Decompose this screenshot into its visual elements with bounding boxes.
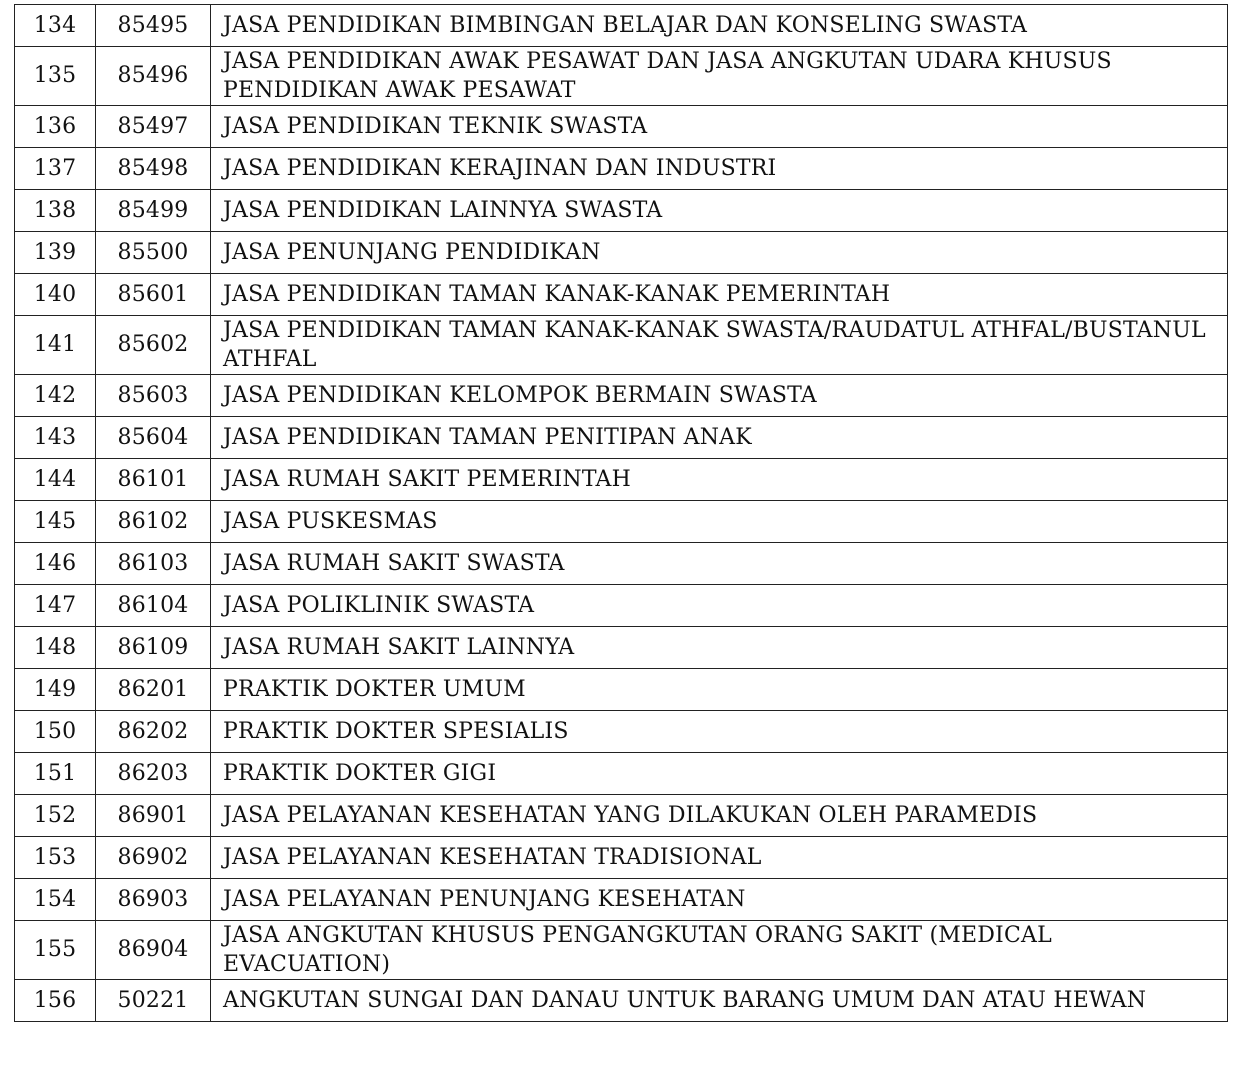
code-cell: 86101 xyxy=(96,459,211,501)
code-cell: 85603 xyxy=(96,375,211,417)
table-row xyxy=(15,375,1228,417)
code-cell: 85604 xyxy=(96,417,211,459)
table-row xyxy=(15,627,1228,669)
description-cell: JASA PENUNJANG PENDIDIKAN xyxy=(211,232,1228,274)
description-cell: JASA PENDIDIKAN TAMAN KANAK-KANAK SWASTA/RAUDATUL ATHFAL/BUSTANUL ATHFAL xyxy=(211,316,1228,375)
description-cell: JASA PUSKESMAS xyxy=(211,501,1228,543)
code-cell: 85497 xyxy=(96,106,211,148)
description-cell: JASA PENDIDIKAN BIMBINGAN BELAJAR DAN KONSELING SWASTA xyxy=(211,5,1228,47)
row-number-cell: 139 xyxy=(15,232,96,274)
code-cell: 85601 xyxy=(96,274,211,316)
row-number-cell: 151 xyxy=(15,753,96,795)
row-number-cell: 152 xyxy=(15,795,96,837)
row-number-cell: 146 xyxy=(15,543,96,585)
table-row xyxy=(15,148,1228,190)
table-row xyxy=(15,795,1228,837)
row-number-cell: 141 xyxy=(15,316,96,375)
table-body xyxy=(15,5,1228,1022)
code-cell: 85498 xyxy=(96,148,211,190)
description-cell: JASA PELAYANAN KESEHATAN TRADISIONAL xyxy=(211,837,1228,879)
code-cell: 85602 xyxy=(96,316,211,375)
code-cell: 85499 xyxy=(96,190,211,232)
table-row xyxy=(15,5,1228,47)
row-number-cell: 134 xyxy=(15,5,96,47)
code-cell: 86901 xyxy=(96,795,211,837)
description-cell: JASA POLIKLINIK SWASTA xyxy=(211,585,1228,627)
row-number-cell: 154 xyxy=(15,879,96,921)
row-number-cell: 140 xyxy=(15,274,96,316)
table-row xyxy=(15,459,1228,501)
table-row xyxy=(15,753,1228,795)
description-cell: ANGKUTAN SUNGAI DAN DANAU UNTUK BARANG UMUM DAN ATAU HEWAN xyxy=(211,980,1228,1022)
code-cell: 86109 xyxy=(96,627,211,669)
description-cell: JASA PENDIDIKAN TAMAN KANAK-KANAK PEMERINTAH xyxy=(211,274,1228,316)
kbli-table xyxy=(14,4,1228,1022)
description-cell: JASA ANGKUTAN KHUSUS PENGANGKUTAN ORANG SAKIT (MEDICAL EVACUATION) xyxy=(211,921,1228,980)
row-number-cell: 153 xyxy=(15,837,96,879)
code-cell: 85495 xyxy=(96,5,211,47)
code-cell: 86103 xyxy=(96,543,211,585)
description-cell: JASA PELAYANAN PENUNJANG KESEHATAN xyxy=(211,879,1228,921)
table-row xyxy=(15,274,1228,316)
table-row xyxy=(15,190,1228,232)
row-number-cell: 149 xyxy=(15,669,96,711)
description-cell: JASA RUMAH SAKIT SWASTA xyxy=(211,543,1228,585)
code-cell: 86203 xyxy=(96,753,211,795)
description-cell: JASA PENDIDIKAN AWAK PESAWAT DAN JASA ANGKUTAN UDARA KHUSUS PENDIDIKAN AWAK PESAWAT xyxy=(211,47,1228,106)
table-row xyxy=(15,980,1228,1022)
table-row xyxy=(15,501,1228,543)
table-row xyxy=(15,316,1228,375)
code-cell: 86102 xyxy=(96,501,211,543)
code-cell: 86903 xyxy=(96,879,211,921)
table-row xyxy=(15,232,1228,274)
code-cell: 85496 xyxy=(96,47,211,106)
code-cell: 86202 xyxy=(96,711,211,753)
description-cell: JASA PELAYANAN KESEHATAN YANG DILAKUKAN OLEH PARAMEDIS xyxy=(211,795,1228,837)
description-cell: JASA PENDIDIKAN TEKNIK SWASTA xyxy=(211,106,1228,148)
table-row xyxy=(15,417,1228,459)
description-cell: PRAKTIK DOKTER SPESIALIS xyxy=(211,711,1228,753)
row-number-cell: 145 xyxy=(15,501,96,543)
description-cell: JASA RUMAH SAKIT LAINNYA xyxy=(211,627,1228,669)
code-cell: 85500 xyxy=(96,232,211,274)
table-row xyxy=(15,837,1228,879)
description-cell: PRAKTIK DOKTER GIGI xyxy=(211,753,1228,795)
code-cell: 86902 xyxy=(96,837,211,879)
code-cell: 50221 xyxy=(96,980,211,1022)
table-row xyxy=(15,106,1228,148)
row-number-cell: 144 xyxy=(15,459,96,501)
row-number-cell: 143 xyxy=(15,417,96,459)
code-cell: 86201 xyxy=(96,669,211,711)
table-row xyxy=(15,543,1228,585)
table-row xyxy=(15,669,1228,711)
row-number-cell: 142 xyxy=(15,375,96,417)
description-cell: JASA PENDIDIKAN TAMAN PENITIPAN ANAK xyxy=(211,417,1228,459)
row-number-cell: 137 xyxy=(15,148,96,190)
code-cell: 86104 xyxy=(96,585,211,627)
row-number-cell: 147 xyxy=(15,585,96,627)
row-number-cell: 155 xyxy=(15,921,96,980)
table-row xyxy=(15,879,1228,921)
code-cell: 86904 xyxy=(96,921,211,980)
description-cell: JASA PENDIDIKAN KELOMPOK BERMAIN SWASTA xyxy=(211,375,1228,417)
description-cell: JASA PENDIDIKAN LAINNYA SWASTA xyxy=(211,190,1228,232)
description-cell: JASA RUMAH SAKIT PEMERINTAH xyxy=(211,459,1228,501)
row-number-cell: 136 xyxy=(15,106,96,148)
row-number-cell: 138 xyxy=(15,190,96,232)
table-row xyxy=(15,921,1228,980)
table-row xyxy=(15,711,1228,753)
row-number-cell: 156 xyxy=(15,980,96,1022)
table-row xyxy=(15,47,1228,106)
description-cell: JASA PENDIDIKAN KERAJINAN DAN INDUSTRI xyxy=(211,148,1228,190)
row-number-cell: 135 xyxy=(15,47,96,106)
table-row xyxy=(15,585,1228,627)
row-number-cell: 148 xyxy=(15,627,96,669)
row-number-cell: 150 xyxy=(15,711,96,753)
description-cell: PRAKTIK DOKTER UMUM xyxy=(211,669,1228,711)
